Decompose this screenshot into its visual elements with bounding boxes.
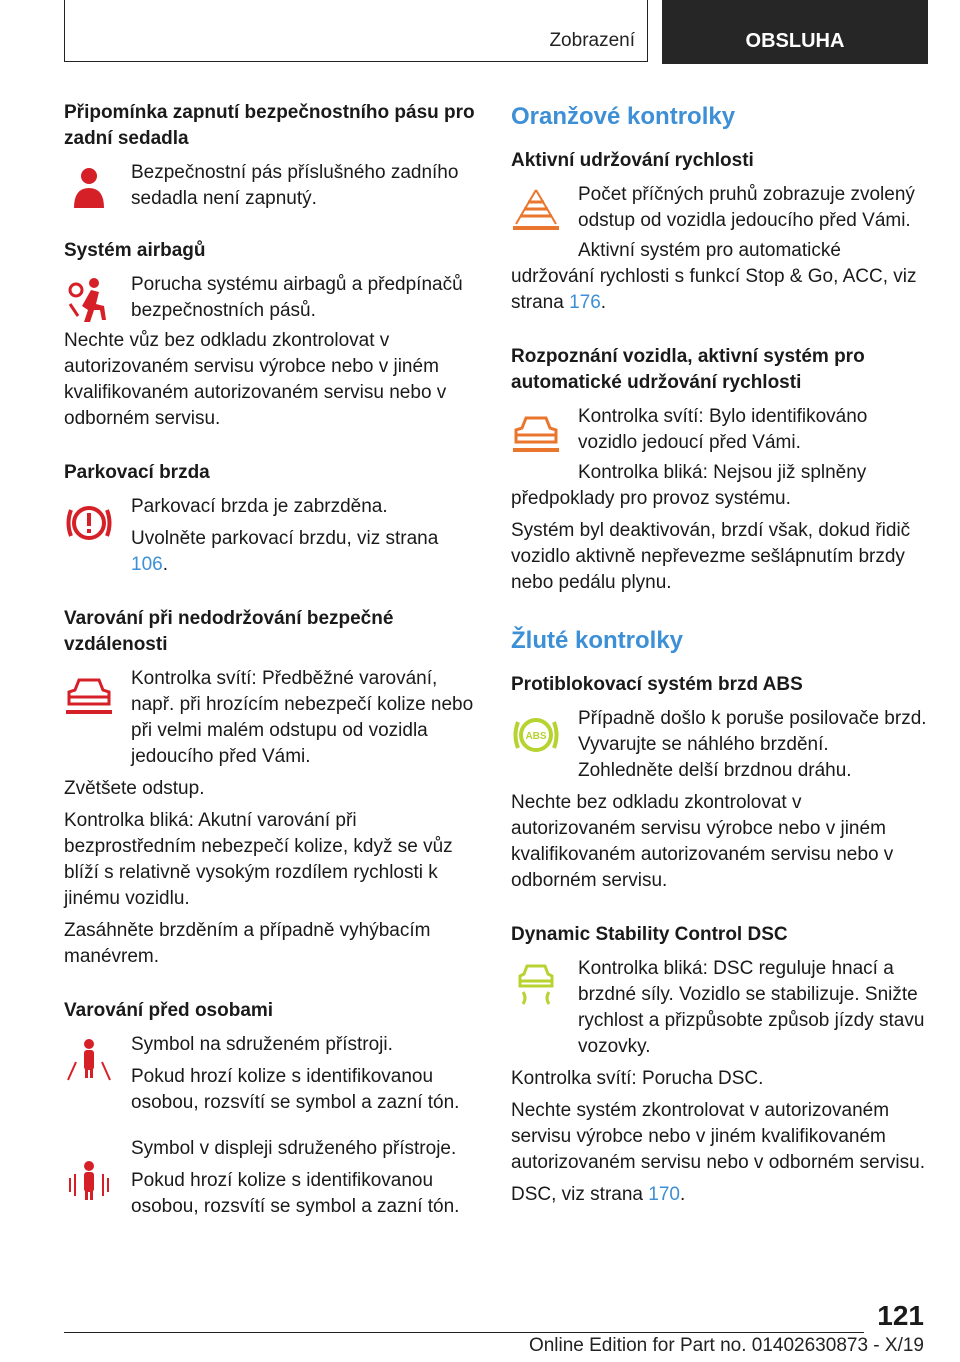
person-display-row: [64, 1136, 476, 1220]
distance-text1: Kontrolka svítí: Předběžné varování, např. při hrozícím nebezpečí kolize nebo při velmi malém odstupu od vozidla jedoucího před Vámi.: [131, 668, 474, 767]
distance-text3: Kontrolka bliká: Akutní varování při bezprostředním nebezpečí kolize, když se vůz blíží s relativně vysokým rozdílem rychlosti k jinému vozidlu.: [64, 810, 453, 909]
distance-title: Varování při nedodržování bezpečné vzdálenosti: [64, 608, 394, 655]
dsc-title: Dynamic Stability Control DSC: [511, 924, 788, 945]
recog-text1: Kontrolka svítí: Bylo identifikováno vozidlo jedoucí před Vámi.: [578, 406, 868, 453]
distance-text4: Zasáhněte brzděním a případně vyhýbacím manévrem.: [64, 920, 431, 967]
person-title: Varování před osobami: [64, 1000, 274, 1021]
parking-title: Parkovací brzda: [64, 462, 210, 483]
abs-row: [511, 706, 929, 784]
pedestrian-display-icon: [64, 1158, 114, 1208]
airbag-text1: Porucha systému airbagů a předpínačů bezpečnostních pásů.: [131, 274, 463, 321]
car-warning-icon: [64, 670, 114, 720]
parking-brake-icon: [64, 498, 114, 548]
acc-text1: Počet příčných pruhů zobrazuje zvolený odstup od vozidla jedoucího před Vámi.: [578, 184, 915, 231]
acc-text2: Aktivní systém pro automatické udržování rychlosti s funkcí Stop & Go, ACC, viz strana: [511, 240, 917, 313]
edition-footer: Online Edition for Part no. 01402630873 - X/19: [528, 1335, 924, 1356]
dsc-text3: Nechte systém zkontrolovat v autorizovaném servisu výrobce nebo v jiném kvalifikovaném autorizovaném servisu nebo v odborném servisu.: [511, 1100, 925, 1173]
header: [64, 0, 928, 64]
dsc-icon: [511, 960, 561, 1010]
belt-row: [64, 160, 476, 216]
chapter-label: OBSLUHA: [745, 30, 845, 52]
dsc-text1: Kontrolka bliká: DSC reguluje hnací a brzdné síly. Vozidlo se stabilizuje. Snižte rychlost a přizpůsobte způsob jízdy stavu vozovky.: [578, 958, 925, 1057]
person-text3: Symbol v displeji sdruženého přístroje.: [131, 1138, 457, 1159]
person-row: [64, 1032, 476, 1116]
acc-page-link[interactable]: 176: [569, 292, 601, 313]
airbag-title: Systém airbagů: [64, 240, 206, 261]
car-detected-icon: [511, 408, 561, 458]
abs-text2: Nechte bez odkladu zkontrolovat v autorizovaném servisu výrobce nebo v jiném kvalifikovaném autorizovaném servisu nebo v odborném servisu.: [511, 792, 894, 891]
abs-title: Protiblokovací systém brzd ABS: [511, 674, 803, 695]
abs-icon: [511, 710, 561, 760]
page-number: 121: [877, 1300, 924, 1331]
recog-row: [511, 404, 929, 460]
pedestrian-warning-icon: [64, 1036, 114, 1086]
airbag-text2: Nechte vůz bez odkladu zkontrolovat v autorizovaném servisu výrobce nebo v jiném kvalifikovaném autorizovaném servisu nebo v odborném servisu.: [64, 330, 447, 429]
dsc-text4-line: DSC, viz strana 170.: [511, 1184, 686, 1205]
section-label: Zobrazení: [549, 30, 635, 51]
yellow-lights-title: Žluté kontrolky: [511, 627, 684, 654]
dsc-text2: Kontrolka svítí: Porucha DSC.: [511, 1068, 764, 1089]
recog-text2: Kontrolka bliká: Nejsou již splněny předpoklady pro provoz systému.: [511, 462, 867, 509]
recog-title: Rozpoznání vozidla, aktivní systém pro automatické udržování rychlosti: [511, 346, 865, 393]
dsc-row: [511, 956, 929, 1060]
distance-bars-icon: [511, 186, 561, 236]
orange-lights-title: Oranžové kontrolky: [511, 103, 736, 130]
abs-icon-label: ABS: [525, 731, 547, 742]
belt-title: Připomínka zapnutí bezpečnostního pásu pro zadní sedadla: [64, 102, 475, 149]
parking-text1: Parkovací brzda je zabrzděna.: [131, 496, 388, 517]
acc-title: Aktivní udržování rychlosti: [511, 150, 754, 171]
person-text2: Pokud hrozí kolize s identifikovanou osobou, rozsvítí se symbol a zazní tón.: [131, 1066, 460, 1113]
airbag-row: [64, 272, 476, 328]
parking-text2: Uvolněte parkovací brzdu, viz strana: [131, 528, 439, 549]
left-column: [64, 100, 476, 1226]
acc-row: [511, 182, 929, 238]
parking-text2-line: Uvolněte parkovací brzdu, viz strana 106.: [131, 528, 439, 575]
parking-page-link[interactable]: 106: [131, 554, 163, 575]
acc-text2-line: Aktivní systém pro automatické udržování rychlosti s funkcí Stop & Go, ACC, viz strana 176.: [511, 240, 917, 313]
parking-row: [64, 494, 476, 578]
section-tab: [64, 0, 648, 62]
airbag-icon: [64, 276, 114, 326]
footer-divider: [64, 1332, 864, 1333]
person-text1: Symbol na sdruženém přístroji.: [131, 1034, 393, 1055]
chapter-tab: [662, 0, 928, 64]
dsc-page-link[interactable]: 170: [648, 1184, 680, 1205]
person-text4: Pokud hrozí kolize s identifikovanou osobou, rozsvítí se symbol a zazní tón.: [131, 1170, 460, 1217]
right-column: [511, 100, 929, 1214]
distance-row: [64, 666, 476, 770]
abs-text1: Případně došlo k poruše posilovače brzd. Vyvarujte se náhlého brzdění. Zohledněte delší brzdnou dráhu.: [578, 708, 927, 781]
distance-text2: Zvětšete odstup.: [64, 778, 205, 799]
seatbelt-rear-icon: [64, 164, 114, 214]
recog-text3: Systém byl deaktivován, brzdí však, dokud řidič vozidlo aktivně nepřevezme sešlápnutím brzdy nebo pedálu plynu.: [511, 520, 911, 593]
dsc-text4: DSC, viz strana: [511, 1184, 643, 1205]
belt-text: Bezpečnostní pás příslušného zadního sedadla není zapnutý.: [131, 162, 459, 209]
